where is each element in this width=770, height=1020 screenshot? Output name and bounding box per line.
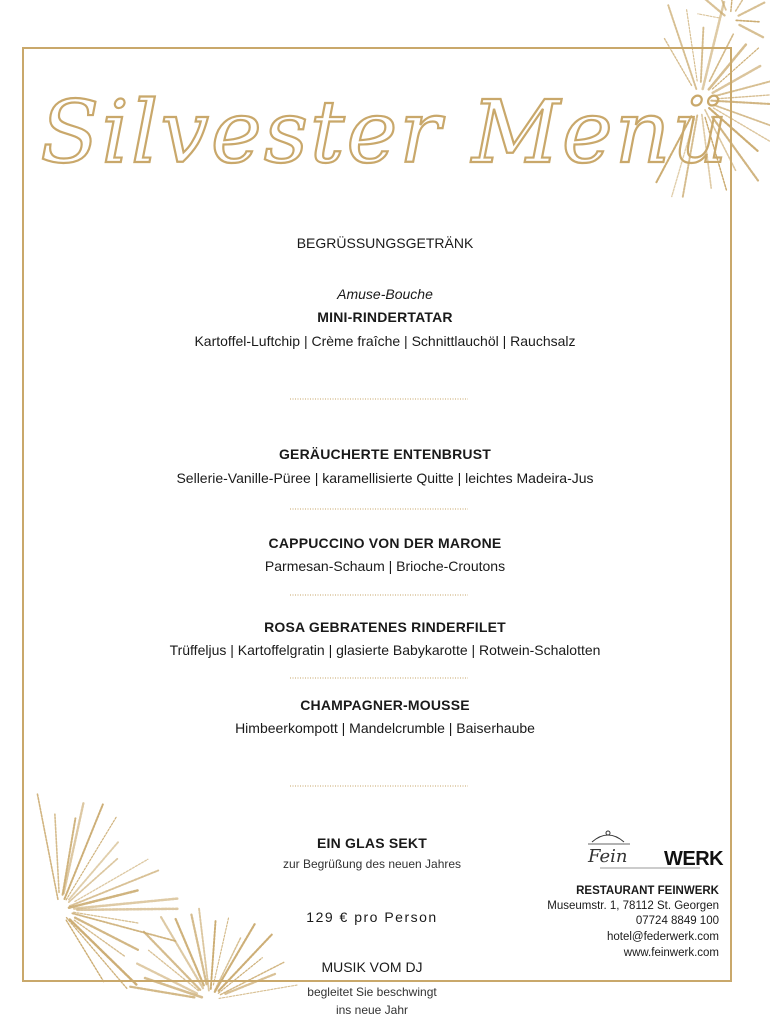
divider-2	[290, 504, 468, 514]
course-3-description: Parmesan-Schaum | Brioche-Croutons	[264, 558, 506, 574]
music-note-line-2: ins neue Jahr	[335, 1003, 409, 1017]
music-note-line-1: begleitet Sie beschwingt	[307, 985, 437, 999]
divider-4	[290, 673, 468, 683]
sekt-title: EIN GLAS SEKT	[317, 835, 427, 851]
course-5-description: Himbeerkompott | Mandelcrumble | Baiserhaube	[235, 720, 535, 736]
welcome-drink: BEGRÜSSUNGSGETRÄNK	[296, 235, 474, 251]
course-1-name: MINI-RINDERTATAR	[317, 309, 453, 325]
sekt-note: zur Begrüßung des neuen Jahres	[282, 857, 462, 871]
course-4-name: ROSA GEBRATENES RINDERFILET	[264, 619, 506, 635]
course-2-description: Sellerie-Vanille-Püree | karamellisierte Quitte | leichtes Madeira-Jus	[176, 470, 594, 486]
course-2-name: GERÄUCHERTE ENTENBRUST	[278, 446, 492, 462]
logo-bold-text: WERK	[664, 848, 724, 870]
menu-title-text: Silvester Menü	[40, 83, 730, 183]
menu-title	[0, 62, 770, 202]
restaurant-website: www.feinwerk.com	[623, 947, 719, 959]
divider-3	[290, 590, 468, 600]
course-1-subtitle: Amuse-Bouche	[337, 286, 433, 302]
logo-script-text: Fein	[588, 846, 628, 867]
course-4-description: Trüffeljus | Kartoffelgratin | glasierte Babykarotte | Rotwein-Schalotten	[169, 642, 601, 658]
course-1-description: Kartoffel-Luftchip | Crème fraîche | Schnittlauchöl | Rauchsalz	[194, 333, 576, 349]
divider-1	[290, 394, 468, 404]
restaurant-street: Museumstr. 1, 78112 St. Georgen	[547, 900, 719, 912]
music-title: MUSIK VOM DJ	[321, 959, 423, 975]
restaurant-phone: 07724 8849 100	[635, 915, 719, 927]
restaurant-name: RESTAURANT FEINWERK	[576, 885, 719, 897]
divider-5	[290, 781, 468, 791]
course-3-name: CAPPUCCINO VON DER MARONE	[268, 535, 502, 551]
price: 129 € pro Person	[306, 909, 438, 925]
restaurant-logo	[540, 828, 724, 881]
course-5-name: CHAMPAGNER-MOUSSE	[300, 697, 470, 713]
restaurant-email: hotel@federwerk.com	[606, 931, 719, 943]
